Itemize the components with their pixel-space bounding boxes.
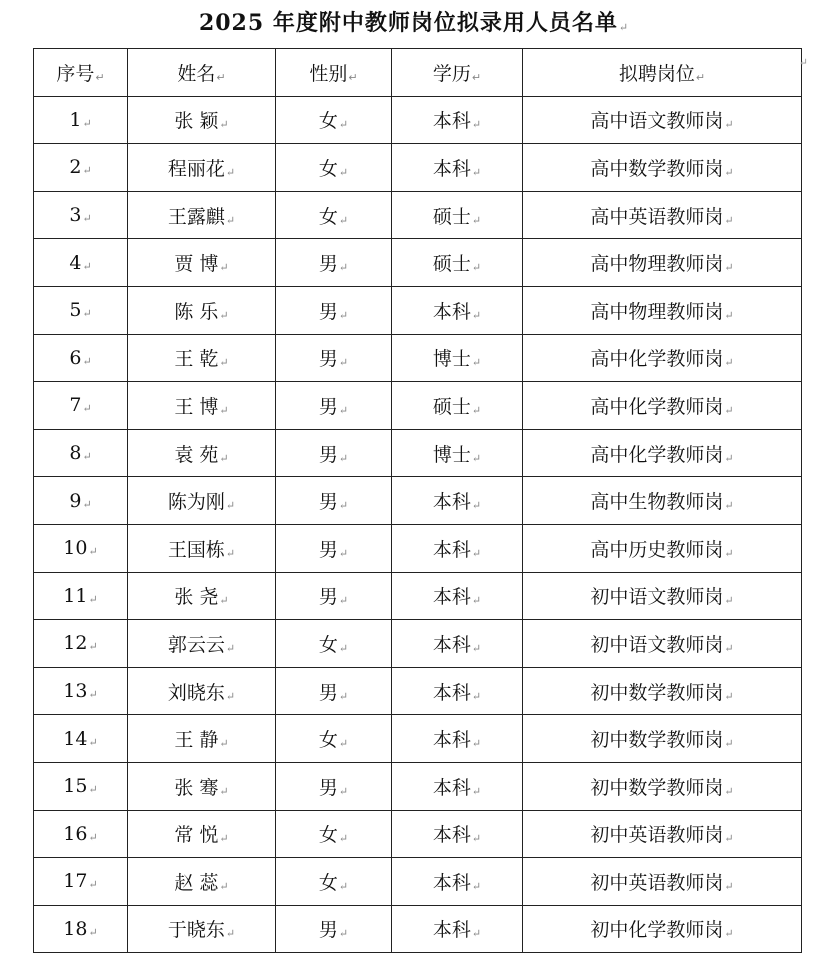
table-header (34, 49, 802, 97)
cell-seq: 9↵ (34, 477, 128, 525)
header-name: 姓名↵ (128, 49, 276, 97)
cell-seq: 1↵ (34, 96, 128, 144)
paragraph-mark-icon: ↵ (82, 259, 92, 273)
paragraph-mark-icon: ↵ (338, 213, 349, 227)
paragraph-mark-icon: ↵ (82, 402, 92, 416)
cell-position: 高中历史教师岗↵ (523, 524, 802, 572)
cell-gender: 女↵ (276, 96, 392, 144)
table-row (34, 905, 802, 953)
cell-name: 张 尧↵ (128, 572, 276, 620)
cell-name: 于晓东↵ (128, 905, 276, 953)
cell-name: 陈为刚↵ (128, 477, 276, 525)
paragraph-mark-icon: ↵ (338, 927, 349, 941)
paragraph-mark-icon: ↵ (338, 165, 349, 179)
cell-education: 本科↵ (392, 905, 523, 953)
paragraph-mark-icon: ↵ (724, 641, 734, 655)
paragraph-mark-icon: ↵ (471, 784, 482, 798)
cell-education: 本科↵ (392, 572, 523, 620)
paragraph-mark-icon: ↵ (338, 403, 349, 417)
paragraph-mark-icon: ↵ (724, 784, 734, 798)
cell-seq: 11↵ (34, 572, 128, 620)
cell-gender: 女↵ (276, 144, 392, 192)
cell-position: 高中数学教师岗↵ (523, 144, 802, 192)
paragraph-mark-icon: ↵ (338, 451, 349, 465)
paragraph-mark-icon: ↵ (724, 832, 734, 846)
paragraph-mark-icon: ↵ (219, 308, 229, 322)
paragraph-mark-icon: ↵ (88, 783, 98, 797)
paragraph-mark-icon: ↵ (618, 21, 630, 34)
table-row (34, 429, 802, 477)
cell-name: 陈 乐↵ (128, 286, 276, 334)
cell-gender: 女↵ (276, 191, 392, 239)
cell-name: 刘晓东↵ (128, 667, 276, 715)
cell-seq: 8↵ (34, 429, 128, 477)
paragraph-mark-icon: ↵ (82, 307, 92, 321)
cell-position: 高中化学教师岗↵ (523, 382, 802, 430)
cell-name: 王 静↵ (128, 715, 276, 763)
paragraph-mark-icon: ↵ (219, 118, 229, 132)
paragraph-mark-icon: ↵ (338, 832, 349, 846)
cell-position: 高中化学教师岗↵ (523, 334, 802, 382)
cell-seq: 5↵ (34, 286, 128, 334)
cell-name: 程丽花↵ (128, 144, 276, 192)
table-row (34, 858, 802, 906)
cell-position: 高中语文教师岗↵ (523, 96, 802, 144)
paragraph-mark-icon: ↵ (338, 118, 349, 132)
paragraph-mark-icon: ↵ (338, 356, 349, 370)
paragraph-mark-icon: ↵ (724, 927, 734, 941)
paragraph-mark-icon: ↵ (82, 116, 92, 130)
paragraph-mark-icon: ↵ (338, 641, 349, 655)
cell-education: 本科↵ (392, 286, 523, 334)
header-seq: 序号↵ (34, 49, 128, 97)
table-row (34, 144, 802, 192)
paragraph-mark-icon: ↵ (88, 878, 98, 892)
cell-name: 王 博↵ (128, 382, 276, 430)
paragraph-mark-icon: ↵ (88, 830, 98, 844)
paragraph-mark-icon: ↵ (338, 689, 349, 703)
paragraph-mark-icon: ↵ (82, 354, 92, 368)
paragraph-mark-icon: ↵ (338, 499, 349, 513)
cell-name: 袁 苑↵ (128, 429, 276, 477)
cell-education: 博士↵ (392, 334, 523, 382)
paragraph-mark-icon: ↵ (471, 308, 482, 322)
cell-seq: 14↵ (34, 715, 128, 763)
paragraph-mark-icon: ↵ (88, 640, 98, 654)
cell-position: 高中物理教师岗↵ (523, 286, 802, 334)
cell-education: 本科↵ (392, 524, 523, 572)
cell-position: 初中化学教师岗↵ (523, 905, 802, 953)
cell-name: 郭云云↵ (128, 620, 276, 668)
paragraph-mark-icon: ↵ (219, 594, 229, 608)
table-row (34, 96, 802, 144)
paragraph-mark-icon: ↵ (471, 546, 482, 560)
paragraph-mark-icon: ↵ (225, 165, 236, 179)
cell-seq: 7↵ (34, 382, 128, 430)
paragraph-mark-icon: ↵ (724, 165, 734, 179)
table-row (34, 334, 802, 382)
paragraph-mark-icon: ↵ (724, 356, 734, 370)
paragraph-mark-icon: ↵ (219, 879, 229, 893)
cell-position: 高中生物教师岗↵ (523, 477, 802, 525)
paragraph-mark-icon: ↵ (724, 403, 734, 417)
table-row (34, 524, 802, 572)
paragraph-mark-icon: ↵ (225, 641, 236, 655)
paragraph-mark-icon: ↵ (338, 737, 349, 751)
table-row (34, 191, 802, 239)
table-row (34, 620, 802, 668)
paragraph-mark-icon: ↵ (471, 737, 482, 751)
paragraph-mark-icon: ↵ (219, 261, 229, 275)
paragraph-mark-icon: ↵ (338, 879, 349, 893)
cell-name: 张 骞↵ (128, 762, 276, 810)
cell-position: 初中数学教师岗↵ (523, 762, 802, 810)
cell-gender: 男↵ (276, 286, 392, 334)
paragraph-mark-icon: ↵ (219, 356, 229, 370)
paragraph-mark-icon: ↵ (225, 499, 236, 513)
paragraph-mark-icon: ↵ (724, 737, 734, 751)
cell-education: 本科↵ (392, 144, 523, 192)
cell-name: 王国栋↵ (128, 524, 276, 572)
paragraph-mark-icon: ↵ (88, 592, 98, 606)
paragraph-mark-icon: ↵ (471, 879, 482, 893)
paragraph-mark-icon: ↵ (471, 356, 482, 370)
cell-position: 初中语文教师岗↵ (523, 572, 802, 620)
cell-position: 初中英语教师岗↵ (523, 810, 802, 858)
paragraph-mark-icon: ↵ (471, 499, 482, 513)
paragraph-mark-icon: ↵ (219, 832, 229, 846)
cell-education: 本科↵ (392, 96, 523, 144)
paragraph-mark-icon: ↵ (724, 689, 734, 703)
cell-position: 初中英语教师岗↵ (523, 858, 802, 906)
paragraph-mark-icon: ↵ (471, 689, 482, 703)
paragraph-mark-icon: ↵ (471, 832, 482, 846)
cell-gender: 男↵ (276, 239, 392, 287)
cell-seq: 4↵ (34, 239, 128, 287)
paragraph-mark-icon: ↵ (471, 403, 482, 417)
paragraph-mark-icon: ↵ (219, 784, 229, 798)
paragraph-mark-icon: ↵ (219, 737, 229, 751)
cell-seq: 12↵ (34, 620, 128, 668)
paragraph-mark-icon: ↵ (471, 261, 482, 275)
cell-education: 本科↵ (392, 667, 523, 715)
paragraph-mark-icon: ↵ (724, 546, 734, 560)
cell-seq: 3↵ (34, 191, 128, 239)
header-gender: 性别↵ (276, 49, 392, 97)
paragraph-mark-icon: ↵ (219, 451, 229, 465)
cell-seq: 13↵ (34, 667, 128, 715)
table-row (34, 810, 802, 858)
cell-education: 本科↵ (392, 620, 523, 668)
cell-education: 硕士↵ (392, 191, 523, 239)
paragraph-mark-icon: ↵ (225, 927, 236, 941)
cell-position: 初中语文教师岗↵ (523, 620, 802, 668)
paragraph-mark-icon: ↵ (724, 261, 734, 275)
cell-seq: 18↵ (34, 905, 128, 953)
paragraph-mark-icon: ↵ (471, 927, 482, 941)
paragraph-mark-icon: ↵ (82, 164, 92, 178)
paragraph-mark-icon: ↵ (471, 165, 482, 179)
header-education: 学历↵ (392, 49, 523, 97)
cell-gender: 女↵ (276, 715, 392, 763)
table-row (34, 239, 802, 287)
document-title (0, 6, 828, 37)
paragraph-mark-icon: ↵ (338, 546, 349, 560)
cell-name: 常 悦↵ (128, 810, 276, 858)
paragraph-mark-icon: ↵ (471, 213, 482, 227)
cell-gender: 男↵ (276, 667, 392, 715)
paragraph-mark-icon: ↵ (82, 497, 92, 511)
paragraph-mark-icon: ↵ (471, 451, 482, 465)
table-row (34, 572, 802, 620)
paragraph-mark-icon: ↵ (88, 545, 98, 559)
table-row (34, 286, 802, 334)
header-position: 拟聘岗位↵ (523, 49, 802, 97)
cell-position: 初中数学教师岗↵ (523, 667, 802, 715)
cell-gender: 男↵ (276, 762, 392, 810)
paragraph-mark-icon: ↵ (225, 689, 236, 703)
paragraph-mark-icon: ↵ (724, 594, 734, 608)
cell-seq: 17↵ (34, 858, 128, 906)
row-end-mark-icon: ↵ (798, 56, 808, 69)
cell-gender: 男↵ (276, 524, 392, 572)
personnel-table (33, 48, 802, 953)
cell-gender: 女↵ (276, 810, 392, 858)
cell-education: 本科↵ (392, 477, 523, 525)
table-row (34, 762, 802, 810)
cell-gender: 男↵ (276, 905, 392, 953)
paragraph-mark-icon: ↵ (724, 499, 734, 513)
cell-seq: 16↵ (34, 810, 128, 858)
title-text: 2025 年度附中教师岗位拟录用人员名单 (198, 10, 618, 36)
paragraph-mark-icon: ↵ (88, 735, 98, 749)
cell-name: 贾 博↵ (128, 239, 276, 287)
cell-seq: 10↵ (34, 524, 128, 572)
cell-education: 硕士↵ (392, 382, 523, 430)
table-row (34, 715, 802, 763)
cell-position: 高中物理教师岗↵ (523, 239, 802, 287)
table-row (34, 667, 802, 715)
header-row (34, 49, 802, 97)
cell-position: 初中数学教师岗↵ (523, 715, 802, 763)
paragraph-mark-icon: ↵ (82, 450, 92, 464)
cell-name: 王露麒↵ (128, 191, 276, 239)
paragraph-mark-icon: ↵ (225, 213, 236, 227)
paragraph-mark-icon: ↵ (724, 879, 734, 893)
paragraph-mark-icon: ↵ (338, 784, 349, 798)
cell-education: 本科↵ (392, 762, 523, 810)
cell-seq: 15↵ (34, 762, 128, 810)
cell-name: 王 乾↵ (128, 334, 276, 382)
paragraph-mark-icon: ↵ (88, 925, 98, 939)
cell-gender: 男↵ (276, 572, 392, 620)
paragraph-mark-icon: ↵ (219, 403, 229, 417)
cell-education: 本科↵ (392, 810, 523, 858)
paragraph-mark-icon: ↵ (338, 594, 349, 608)
cell-gender: 男↵ (276, 382, 392, 430)
cell-position: 高中英语教师岗↵ (523, 191, 802, 239)
cell-education: 硕士↵ (392, 239, 523, 287)
cell-name: 张 颖↵ (128, 96, 276, 144)
cell-gender: 女↵ (276, 620, 392, 668)
paragraph-mark-icon: ↵ (338, 308, 349, 322)
paragraph-mark-icon: ↵ (82, 212, 92, 226)
table-row (34, 477, 802, 525)
cell-seq: 6↵ (34, 334, 128, 382)
cell-name: 赵 蕊↵ (128, 858, 276, 906)
cell-gender: 男↵ (276, 429, 392, 477)
paragraph-mark-icon: ↵ (225, 546, 236, 560)
paragraph-mark-icon: ↵ (471, 594, 482, 608)
cell-education: 本科↵ (392, 715, 523, 763)
cell-seq: 2↵ (34, 144, 128, 192)
table-row (34, 382, 802, 430)
cell-gender: 女↵ (276, 858, 392, 906)
paragraph-mark-icon: ↵ (471, 118, 482, 132)
table-body (34, 96, 802, 953)
paragraph-mark-icon: ↵ (724, 118, 734, 132)
paragraph-mark-icon: ↵ (724, 308, 734, 322)
paragraph-mark-icon: ↵ (338, 261, 349, 275)
paragraph-mark-icon: ↵ (471, 641, 482, 655)
cell-gender: 男↵ (276, 334, 392, 382)
paragraph-mark-icon: ↵ (724, 451, 734, 465)
cell-position: 高中化学教师岗↵ (523, 429, 802, 477)
paragraph-mark-icon: ↵ (88, 688, 98, 702)
cell-gender: 男↵ (276, 477, 392, 525)
paragraph-mark-icon: ↵ (724, 213, 734, 227)
cell-education: 博士↵ (392, 429, 523, 477)
cell-education: 本科↵ (392, 858, 523, 906)
